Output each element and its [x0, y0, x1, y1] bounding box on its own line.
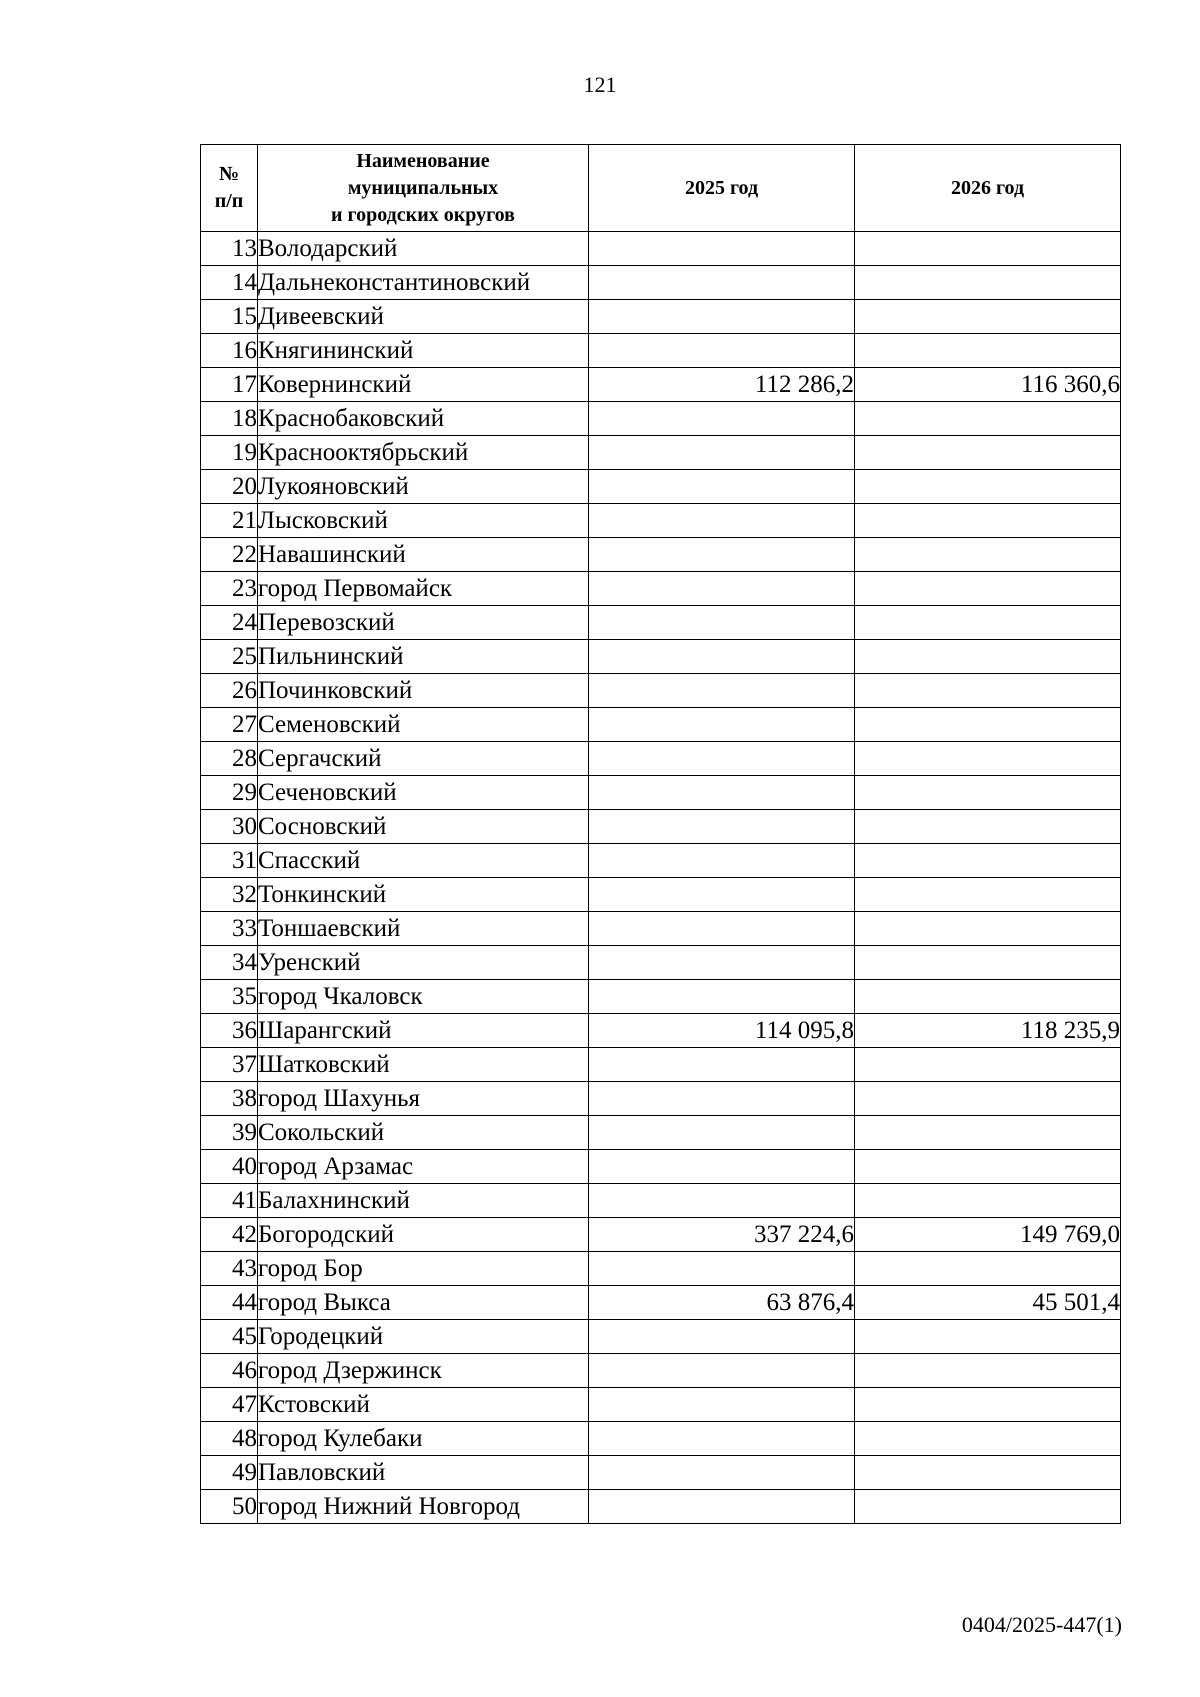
value-2026-cell [855, 878, 1121, 912]
municipality-name-cell: Дальнеконстантиновский [258, 266, 589, 300]
row-number-cell: 38 [201, 1082, 258, 1116]
value-2025-cell [589, 538, 855, 572]
row-number-cell: 23 [201, 572, 258, 606]
row-number-cell: 27 [201, 708, 258, 742]
municipality-name-cell: Тоншаевский [258, 912, 589, 946]
value-2026-cell [855, 742, 1121, 776]
value-2026-cell [855, 1490, 1121, 1524]
municipality-name-cell: Шарангский [258, 1014, 589, 1048]
table-row [201, 606, 1121, 640]
table-row [201, 776, 1121, 810]
municipality-name-cell: город Чкаловск [258, 980, 589, 1014]
value-2026-cell [855, 640, 1121, 674]
header-num [201, 145, 258, 232]
value-2025-cell [589, 1490, 855, 1524]
municipality-name-cell: Володарский [258, 232, 589, 266]
table-row [201, 1184, 1121, 1218]
value-2026-cell [855, 1150, 1121, 1184]
table-row [201, 1388, 1121, 1422]
table-row [201, 1150, 1121, 1184]
municipality-name-cell: город Первомайск [258, 572, 589, 606]
row-number-cell: 29 [201, 776, 258, 810]
header-2025: 2025 год [589, 145, 855, 232]
value-2025-cell [589, 1422, 855, 1456]
municipality-name-cell: город Шахунья [258, 1082, 589, 1116]
value-2026-cell [855, 470, 1121, 504]
table-row [201, 674, 1121, 708]
value-2025-cell [589, 232, 855, 266]
table-row [201, 1252, 1121, 1286]
row-number-cell: 15 [201, 300, 258, 334]
value-2025-cell: 63 876,4 [589, 1286, 855, 1320]
value-2026-cell [855, 436, 1121, 470]
table-row [201, 640, 1121, 674]
value-2026-cell [855, 776, 1121, 810]
value-2026-cell [855, 1320, 1121, 1354]
value-2025-cell [589, 436, 855, 470]
row-number-cell: 47 [201, 1388, 258, 1422]
municipality-name-cell: Балахнинский [258, 1184, 589, 1218]
value-2026-cell [855, 1116, 1121, 1150]
row-number-cell: 13 [201, 232, 258, 266]
row-number-cell: 14 [201, 266, 258, 300]
row-number-cell: 49 [201, 1456, 258, 1490]
row-number-cell: 30 [201, 810, 258, 844]
value-2025-cell [589, 606, 855, 640]
municipality-name-cell: город Бор [258, 1252, 589, 1286]
municipality-name-cell: Павловский [258, 1456, 589, 1490]
table-row [201, 538, 1121, 572]
value-2026-cell [855, 1422, 1121, 1456]
header-num-line1: № [218, 163, 240, 185]
row-number-cell: 35 [201, 980, 258, 1014]
municipality-name-cell: город Выкса [258, 1286, 589, 1320]
value-2026-cell [855, 300, 1121, 334]
row-number-cell: 43 [201, 1252, 258, 1286]
table-body [201, 232, 1121, 1524]
value-2026-cell [855, 266, 1121, 300]
table-row [201, 1048, 1121, 1082]
municipality-name-cell: город Дзержинск [258, 1354, 589, 1388]
value-2026-cell [855, 708, 1121, 742]
table-row [201, 266, 1121, 300]
value-2025-cell: 112 286,2 [589, 368, 855, 402]
row-number-cell: 39 [201, 1116, 258, 1150]
value-2025-cell [589, 1388, 855, 1422]
table-row [201, 504, 1121, 538]
value-2026-cell [855, 1456, 1121, 1490]
row-number-cell: 41 [201, 1184, 258, 1218]
value-2026-cell [855, 810, 1121, 844]
table-row [201, 980, 1121, 1014]
municipality-name-cell: Пильнинский [258, 640, 589, 674]
municipality-name-cell: Кстовский [258, 1388, 589, 1422]
municipal-table [200, 144, 1121, 1524]
row-number-cell: 44 [201, 1286, 258, 1320]
municipality-name-cell: Семеновский [258, 708, 589, 742]
row-number-cell: 25 [201, 640, 258, 674]
municipality-name-cell: Краснооктябрьский [258, 436, 589, 470]
row-number-cell: 40 [201, 1150, 258, 1184]
table-row [201, 946, 1121, 980]
header-name-line2: муниципальных [347, 176, 499, 199]
value-2025-cell [589, 1354, 855, 1388]
table-row [201, 1354, 1121, 1388]
value-2025-cell [589, 1252, 855, 1286]
municipality-name-cell: Богородский [258, 1218, 589, 1252]
value-2025-cell [589, 1082, 855, 1116]
table-row [201, 232, 1121, 266]
value-2025-cell [589, 912, 855, 946]
row-number-cell: 26 [201, 674, 258, 708]
table-row [201, 470, 1121, 504]
row-number-cell: 46 [201, 1354, 258, 1388]
table-row [201, 1116, 1121, 1150]
value-2025-cell [589, 402, 855, 436]
value-2025-cell [589, 1184, 855, 1218]
municipality-name-cell: Ковернинский [258, 368, 589, 402]
value-2026-cell [855, 334, 1121, 368]
value-2026-cell [855, 946, 1121, 980]
row-number-cell: 32 [201, 878, 258, 912]
value-2025-cell [589, 708, 855, 742]
table-row [201, 1422, 1121, 1456]
value-2026-cell [855, 538, 1121, 572]
value-2026-cell: 149 769,0 [855, 1218, 1121, 1252]
table-row [201, 572, 1121, 606]
municipality-name-cell: Сокольский [258, 1116, 589, 1150]
value-2026-cell [855, 1354, 1121, 1388]
value-2026-cell [855, 232, 1121, 266]
table-row [201, 436, 1121, 470]
header-num-line2: п/п [214, 190, 244, 212]
row-number-cell: 31 [201, 844, 258, 878]
value-2025-cell [589, 640, 855, 674]
value-2025-cell [589, 470, 855, 504]
header-row [201, 145, 1121, 232]
row-number-cell: 21 [201, 504, 258, 538]
municipality-name-cell: Починковский [258, 674, 589, 708]
page-number: 121 [583, 72, 617, 97]
table-row [201, 878, 1121, 912]
value-2025-cell [589, 572, 855, 606]
value-2025-cell: 337 224,6 [589, 1218, 855, 1252]
table-row [201, 912, 1121, 946]
value-2026-cell [855, 844, 1121, 878]
table-row [201, 1286, 1121, 1320]
table-row [201, 810, 1121, 844]
table-row [201, 708, 1121, 742]
value-2026-cell [855, 912, 1121, 946]
table-row [201, 1014, 1121, 1048]
value-2025-cell [589, 810, 855, 844]
municipality-name-cell: Перевозский [258, 606, 589, 640]
row-number-cell: 18 [201, 402, 258, 436]
value-2025-cell [589, 946, 855, 980]
row-number-cell: 42 [201, 1218, 258, 1252]
row-number-cell: 34 [201, 946, 258, 980]
municipality-name-cell: Сергачский [258, 742, 589, 776]
table-row [201, 300, 1121, 334]
header-name-line1: Наименование [356, 149, 490, 172]
value-2025-cell [589, 674, 855, 708]
municipality-name-cell: город Арзамас [258, 1150, 589, 1184]
value-2026-cell [855, 1184, 1121, 1218]
row-number-cell: 36 [201, 1014, 258, 1048]
row-number-cell: 19 [201, 436, 258, 470]
value-2025-cell [589, 334, 855, 368]
municipality-name-cell: Сеченовский [258, 776, 589, 810]
value-2026-cell: 45 501,4 [855, 1286, 1121, 1320]
municipality-name-cell: Городецкий [258, 1320, 589, 1354]
row-number-cell: 45 [201, 1320, 258, 1354]
value-2026-cell [855, 1388, 1121, 1422]
row-number-cell: 48 [201, 1422, 258, 1456]
row-number-cell: 20 [201, 470, 258, 504]
table-row [201, 1456, 1121, 1490]
row-number-cell: 16 [201, 334, 258, 368]
row-number-cell: 28 [201, 742, 258, 776]
row-number-cell: 50 [201, 1490, 258, 1524]
value-2026-cell [855, 674, 1121, 708]
municipality-name-cell: Навашинский [258, 538, 589, 572]
municipality-name-cell: Краснобаковский [258, 402, 589, 436]
value-2026-cell [855, 504, 1121, 538]
table-row [201, 368, 1121, 402]
value-2026-cell [855, 1082, 1121, 1116]
municipality-name-cell: Сосновский [258, 810, 589, 844]
municipality-name-cell: город Нижний Новгород [258, 1490, 589, 1524]
value-2025-cell [589, 1150, 855, 1184]
municipality-name-cell: Княгининский [258, 334, 589, 368]
value-2025-cell [589, 1320, 855, 1354]
value-2025-cell [589, 844, 855, 878]
header-name-line3: и городских округов [331, 203, 515, 226]
value-2025-cell [589, 266, 855, 300]
municipality-name-cell: Тонкинский [258, 878, 589, 912]
value-2026-cell [855, 1252, 1121, 1286]
table-row [201, 1082, 1121, 1116]
row-number-cell: 37 [201, 1048, 258, 1082]
municipality-name-cell: Спасский [258, 844, 589, 878]
value-2025-cell [589, 742, 855, 776]
value-2025-cell [589, 1456, 855, 1490]
municipality-name-cell: Лукояновский [258, 470, 589, 504]
row-number-cell: 33 [201, 912, 258, 946]
municipality-name-cell: Лысковский [258, 504, 589, 538]
municipality-name-cell: Уренский [258, 946, 589, 980]
table-row [201, 1218, 1121, 1252]
table-row [201, 1490, 1121, 1524]
value-2025-cell [589, 1116, 855, 1150]
document-code: 0404/2025-447(1) [961, 1612, 1122, 1637]
value-2026-cell: 118 235,9 [855, 1014, 1121, 1048]
value-2025-cell [589, 504, 855, 538]
value-2025-cell [589, 1048, 855, 1082]
value-2025-cell [589, 776, 855, 810]
table-row [201, 402, 1121, 436]
municipality-name-cell: Дивеевский [258, 300, 589, 334]
value-2025-cell [589, 300, 855, 334]
table-row [201, 1320, 1121, 1354]
municipality-name-cell: город Кулебаки [258, 1422, 589, 1456]
row-number-cell: 17 [201, 368, 258, 402]
table-row [201, 334, 1121, 368]
value-2026-cell [855, 1048, 1121, 1082]
table-row [201, 844, 1121, 878]
value-2026-cell [855, 980, 1121, 1014]
header-name [258, 145, 589, 232]
value-2025-cell: 114 095,8 [589, 1014, 855, 1048]
value-2026-cell: 116 360,6 [855, 368, 1121, 402]
table-row [201, 742, 1121, 776]
value-2025-cell [589, 980, 855, 1014]
municipality-name-cell: Шатковский [258, 1048, 589, 1082]
row-number-cell: 22 [201, 538, 258, 572]
row-number-cell: 24 [201, 606, 258, 640]
header-2026: 2026 год [855, 145, 1121, 232]
value-2026-cell [855, 606, 1121, 640]
value-2026-cell [855, 572, 1121, 606]
value-2025-cell [589, 878, 855, 912]
value-2026-cell [855, 402, 1121, 436]
